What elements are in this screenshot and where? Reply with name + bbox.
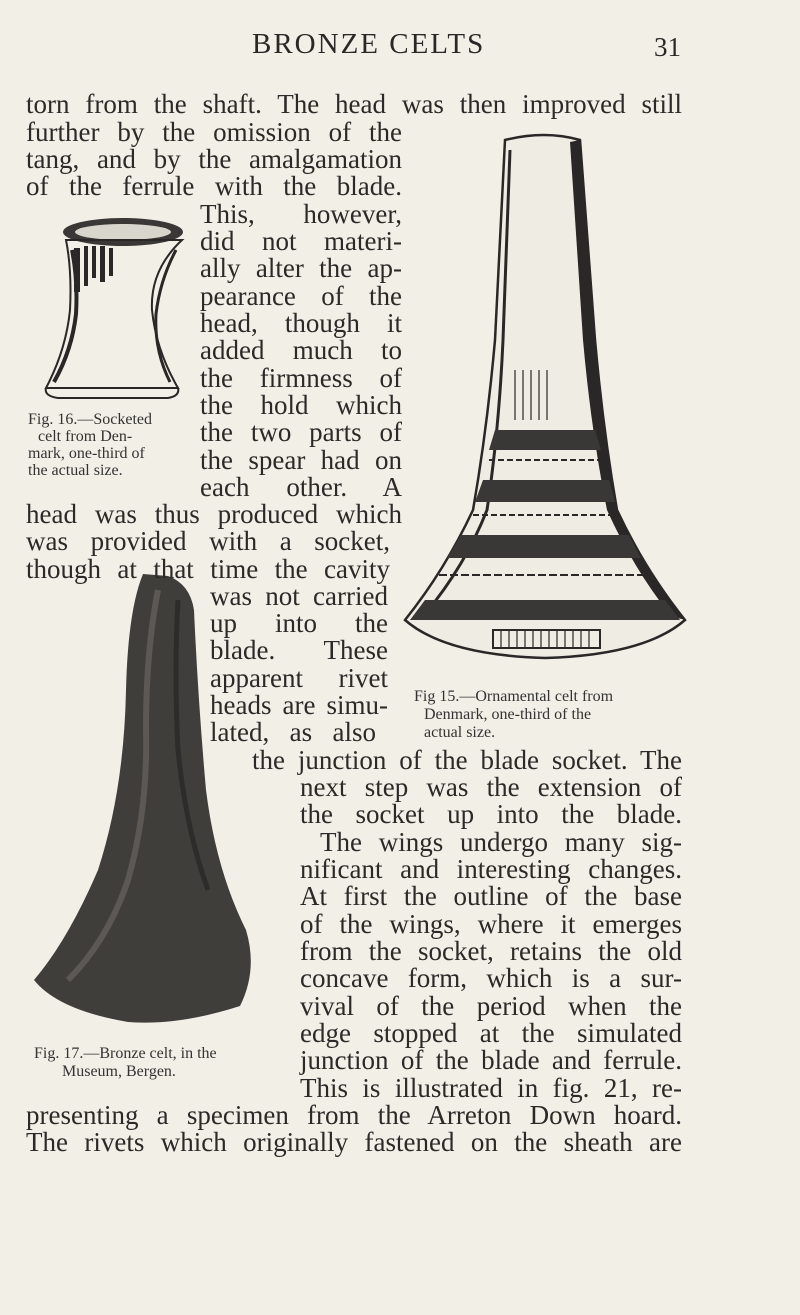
body-line-24: lated, as also [210,717,376,747]
fig-15-caption-line-1: Fig 15.—Ornamental celt from [414,688,614,705]
body-line-1: torn from the shaft. The head was then improved still [26,89,682,119]
body-line-38: presenting a specimen from the Arreton Down hoard. [26,1100,682,1130]
body-line-26: next step was the extension of [300,772,682,802]
body-line-2: further by the omission of the [26,117,402,147]
body-line-20: up into the [210,608,388,638]
page-number: 31 [654,32,681,62]
body-line-12: the hold which [200,390,402,420]
fig-17-caption-line-1: Fig. 17.—Bronze celt, in the [34,1045,217,1062]
body-line-23: heads are simu- [210,690,388,720]
body-line-10: added much to [200,335,402,365]
fig-16-caption-line-1: Fig. 16.—Socketed [28,411,152,428]
body-line-21: blade. These [210,635,388,665]
body-line-14: the spear had on [200,445,402,475]
body-line-15: each other. A [200,472,402,502]
body-line-30: At first the outline of the base [300,881,682,911]
body-line-8: pearance of the [200,281,402,311]
fig-16-caption-line-3: mark, one-third of [28,445,145,462]
body-line-31: of the wings, where it emerges [300,909,682,939]
body-line-34: vival of the period when the [300,991,682,1021]
body-line-35: edge stopped at the simulated [300,1018,682,1048]
fig-16-caption-line-4: the actual size. [28,462,123,479]
fig-15-caption-line-2: Denmark, one-third of the [424,706,592,723]
fig-15-caption-line-3: actual size. [424,724,496,741]
body-line-28: The wings undergo many sig- [320,827,682,857]
body-line-11: the firmness of [200,363,402,393]
fig-16-caption-line-2: celt from Den- [38,428,133,445]
body-line-37: This is illustrated in fig. 21, re- [300,1073,682,1103]
fig-16-socketed-celt [38,210,186,400]
body-line-25: the junction of the blade socket. The [252,745,682,775]
body-line-18: though at that time the cavity [26,554,390,584]
body-line-22: apparent rivet [210,663,388,693]
body-line-6: did not materi- [200,226,402,256]
running-head: BRONZE CELTS [252,28,486,60]
body-line-13: the two parts of [200,417,402,447]
body-line-4: of the ferrule with the blade. [26,171,402,201]
body-line-3: tang, and by the amalgamation [26,144,402,174]
body-line-19: was not carried [210,581,388,611]
body-line-33: concave form, which is a sur- [300,963,682,993]
fig-17-caption-line-2: Museum, Bergen. [62,1063,176,1080]
body-line-16: head was thus produced which [26,499,402,529]
body-line-17: was provided with a socket, [26,526,390,556]
body-line-29: nificant and interesting changes. [300,854,682,884]
body-line-32: from the socket, retains the old [300,936,682,966]
fig-15-ornamental-celt [395,130,695,675]
body-line-36: junction of the blade and ferrule. [300,1045,682,1075]
body-line-39: The rivets which originally fastened on the sheath are [26,1127,682,1157]
body-line-7: ally alter the ap- [200,253,402,283]
body-line-5: This, however, [200,199,402,229]
body-line-9: head, though it [200,308,402,338]
body-line-27: the socket up into the blade. [300,799,682,829]
